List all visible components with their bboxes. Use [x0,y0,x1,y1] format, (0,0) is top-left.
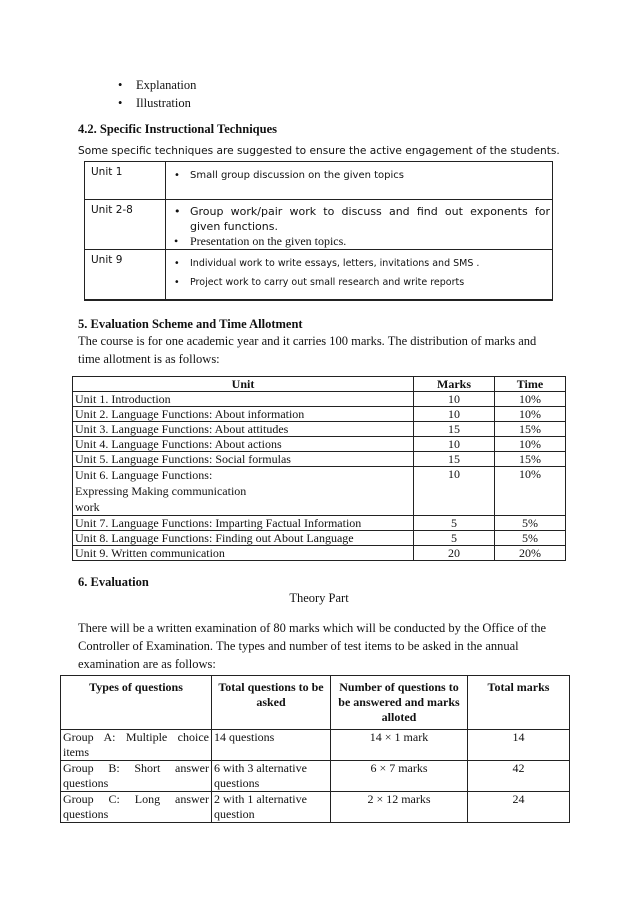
table-cell: 5% [495,516,566,531]
table-cell: 20 [414,546,495,561]
section-heading-5: 5. Evaluation Scheme and Time Allotment [78,317,303,331]
table-cell: 15% [495,422,566,437]
table-cell: 10 [414,437,495,452]
items-cell [166,162,553,200]
table-header-row [61,676,570,730]
items-cell [166,250,553,300]
unit-cell: Unit 2-8 [85,200,166,250]
column-header: Time [495,377,566,392]
table-cell: Group C: Long answer questions [61,792,212,823]
list-item: • Group work/pair work to discuss and find out exponents for given functions. [168,204,550,234]
table-row [61,761,570,792]
table-row [73,516,566,531]
table-cell: 15 [414,422,495,437]
text-line: Controller of Examination. The types and number of test items to be asked in the annual [78,639,519,653]
column-header: Number of questions to be answered and marks alloted [331,676,468,730]
list-item: • Presentation on the given topics. [168,234,550,249]
table-cell: 24 [468,792,570,823]
list-item: • Individual work to write essays, letters, invitations and SMS . [168,254,550,273]
table-cell: Unit 2. Language Functions: About information [73,407,414,422]
table-row [61,730,570,761]
section-6-text [78,619,568,673]
table-cell: 5 [414,516,495,531]
table-cell: 5% [495,531,566,546]
section-intro: Some specific techniques are suggested to ensure the active engagement of the students. [78,145,560,157]
table-cell: 14 questions [212,730,331,761]
table-row [73,437,566,452]
table-cell: 15 [414,452,495,467]
list-item: • Small group discussion on the given topics [168,170,550,181]
bullet-item: • Illustration [118,94,196,112]
table-row [73,467,566,516]
table-cell: Group A: Multiple choice items [61,730,212,761]
unit-cell: Unit 9 [85,250,166,300]
table-cell: 14 [468,730,570,761]
table-cell: Unit 5. Language Functions: Social formulas [73,452,414,467]
table-cell: Unit 4. Language Functions: About actions [73,437,414,452]
table-header-row [73,377,566,392]
table-row [73,531,566,546]
section-heading-6: 6. Evaluation [78,575,149,589]
column-header: Total questions to be asked [212,676,331,730]
bullet-item: • Explanation [118,76,196,94]
section-subheading: Theory Part [289,591,349,605]
table-cell: 2 × 12 marks [331,792,468,823]
table-cell: 2 with 1 alternative question [212,792,331,823]
table-cell: Unit 3. Language Functions: About attitudes [73,422,414,437]
table-cell: 10% [495,467,566,516]
column-header: Unit [73,377,414,392]
table-cell: Unit 7. Language Functions: Imparting Factual Information [73,516,414,531]
table-cell: 5 [414,531,495,546]
column-header: Marks [414,377,495,392]
table-cell: 10 [414,407,495,422]
top-bullet-list [118,76,196,112]
text-line: There will be a written examination of 80 marks which will be conducted by the Office of the [78,621,547,635]
table-cell: 15% [495,452,566,467]
question-types-table [60,675,570,823]
table-cell: Unit 8. Language Functions: Finding out About Language [73,531,414,546]
techniques-table [84,161,553,301]
table-row [85,200,553,250]
table-row [73,422,566,437]
table-cell: 10 [414,467,495,516]
table-cell: 6 × 7 marks [331,761,468,792]
table-row [85,250,553,300]
table-cell: 10% [495,392,566,407]
table-cell: 6 with 3 alternative questions [212,761,331,792]
table-cell: 10% [495,437,566,452]
column-header: Total marks [468,676,570,730]
section-5-text [78,332,568,368]
table-cell: 20% [495,546,566,561]
table-cell: 10% [495,407,566,422]
text-line: examination are as follows: [78,657,216,671]
table-row [73,392,566,407]
table-row [73,452,566,467]
section-heading-4-2: 4.2. Specific Instructional Techniques [78,122,277,136]
evaluation-scheme-table [72,376,566,561]
column-header: Types of questions [61,676,212,730]
text-line: The course is for one academic year and it carries 100 marks. The distribution of marks and [78,334,537,348]
table-row [85,162,553,200]
table-cell: 10 [414,392,495,407]
unit-cell: Unit 1 [85,162,166,200]
items-cell [166,200,553,250]
list-item: • Project work to carry out small research and write reports [168,273,550,292]
table-cell: Unit 6. Language Functions: Expressing Making communication work [73,467,414,516]
table-cell: Unit 1. Introduction [73,392,414,407]
table-cell: Unit 9. Written communication [73,546,414,561]
text-line: time allotment is as follows: [78,352,220,366]
table-cell: 14 × 1 mark [331,730,468,761]
table-row [73,407,566,422]
table-row [61,792,570,823]
table-cell: Group B: Short answer questions [61,761,212,792]
table-cell: 42 [468,761,570,792]
table-row [73,546,566,561]
